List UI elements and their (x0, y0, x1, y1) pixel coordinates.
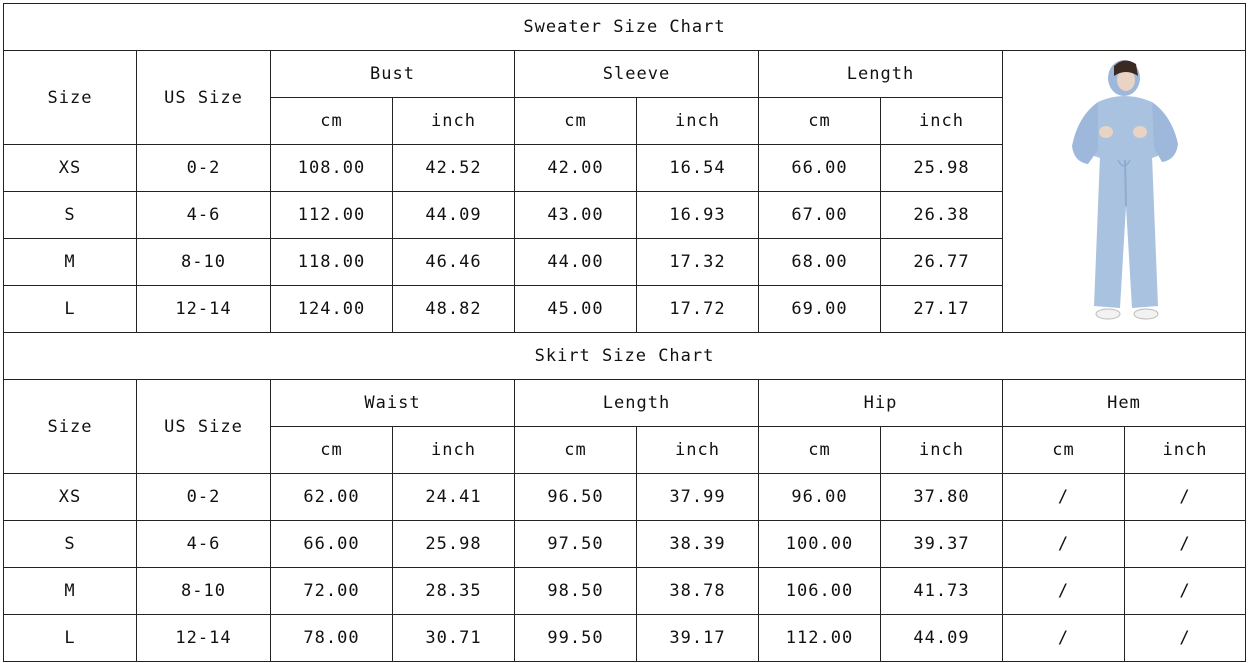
cell: 30.71 (393, 615, 515, 662)
sweater-unit: inch (637, 98, 759, 145)
skirt-unit: inch (393, 427, 515, 474)
cell: 0-2 (137, 474, 271, 521)
skirt-waist-header: Waist (271, 380, 515, 427)
skirt-size-header: Size (4, 380, 137, 474)
cell: 24.41 (393, 474, 515, 521)
cell: / (1003, 615, 1125, 662)
cell: 4-6 (137, 521, 271, 568)
cell: 26.38 (881, 192, 1003, 239)
cell: M (4, 568, 137, 615)
sweater-unit: inch (881, 98, 1003, 145)
cell: S (4, 521, 137, 568)
cell: 124.00 (271, 286, 393, 333)
cell: 99.50 (515, 615, 637, 662)
cell: 69.00 (759, 286, 881, 333)
cell: 78.00 (271, 615, 393, 662)
cell: 12-14 (137, 615, 271, 662)
cell: 72.00 (271, 568, 393, 615)
model-wearing-set-image (1054, 56, 1194, 328)
cell: 44.09 (881, 615, 1003, 662)
skirt-unit: inch (637, 427, 759, 474)
cell: 28.35 (393, 568, 515, 615)
cell: / (1125, 615, 1246, 662)
skirt-row-l (4, 615, 1246, 662)
cell: 96.00 (759, 474, 881, 521)
sweater-unit: inch (393, 98, 515, 145)
skirt-unit: inch (881, 427, 1003, 474)
cell: 118.00 (271, 239, 393, 286)
skirt-unit: cm (1003, 427, 1125, 474)
skirt-title: Skirt Size Chart (4, 333, 1246, 380)
cell: 112.00 (271, 192, 393, 239)
cell: XS (4, 145, 137, 192)
cell: / (1125, 568, 1246, 615)
cell: 66.00 (759, 145, 881, 192)
sweater-bust-header: Bust (271, 51, 515, 98)
sweater-size-header: Size (4, 51, 137, 145)
cell: XS (4, 474, 137, 521)
cell: 48.82 (393, 286, 515, 333)
skirt-us-size-header: US Size (137, 380, 271, 474)
cell: 108.00 (271, 145, 393, 192)
cell: 106.00 (759, 568, 881, 615)
cell: 45.00 (515, 286, 637, 333)
cell: 44.09 (393, 192, 515, 239)
cell: 8-10 (137, 239, 271, 286)
size-chart-table (3, 3, 1246, 662)
cell: 25.98 (881, 145, 1003, 192)
cell: 67.00 (759, 192, 881, 239)
cell: L (4, 615, 137, 662)
sweater-length-header: Length (759, 51, 1003, 98)
cell: 39.17 (637, 615, 759, 662)
skirt-hem-header: Hem (1003, 380, 1246, 427)
cell: 42.52 (393, 145, 515, 192)
model-photo-cell (1003, 51, 1246, 333)
cell: 26.77 (881, 239, 1003, 286)
cell: 39.37 (881, 521, 1003, 568)
cell: 43.00 (515, 192, 637, 239)
cell: 37.80 (881, 474, 1003, 521)
cell: 4-6 (137, 192, 271, 239)
cell: 41.73 (881, 568, 1003, 615)
cell: M (4, 239, 137, 286)
skirt-unit: cm (515, 427, 637, 474)
sweater-unit: cm (271, 98, 393, 145)
cell: 16.93 (637, 192, 759, 239)
cell: / (1003, 521, 1125, 568)
cell: / (1003, 568, 1125, 615)
cell: 16.54 (637, 145, 759, 192)
cell: S (4, 192, 137, 239)
cell: 37.99 (637, 474, 759, 521)
cell: 44.00 (515, 239, 637, 286)
skirt-row-s (4, 521, 1246, 568)
cell: 97.50 (515, 521, 637, 568)
sweater-title: Sweater Size Chart (4, 4, 1246, 51)
cell: 0-2 (137, 145, 271, 192)
skirt-unit: cm (759, 427, 881, 474)
skirt-row-m (4, 568, 1246, 615)
cell: 17.72 (637, 286, 759, 333)
skirt-length-header: Length (515, 380, 759, 427)
cell: 42.00 (515, 145, 637, 192)
cell: / (1003, 474, 1125, 521)
sweater-sleeve-header: Sleeve (515, 51, 759, 98)
cell: / (1125, 521, 1246, 568)
cell: 62.00 (271, 474, 393, 521)
cell: 38.78 (637, 568, 759, 615)
cell: 100.00 (759, 521, 881, 568)
cell: 17.32 (637, 239, 759, 286)
skirt-unit: cm (271, 427, 393, 474)
sweater-us-size-header: US Size (137, 51, 271, 145)
cell: / (1125, 474, 1246, 521)
cell: 112.00 (759, 615, 881, 662)
cell: 38.39 (637, 521, 759, 568)
cell: 46.46 (393, 239, 515, 286)
cell: 25.98 (393, 521, 515, 568)
cell: 12-14 (137, 286, 271, 333)
cell: 8-10 (137, 568, 271, 615)
cell: 98.50 (515, 568, 637, 615)
skirt-hip-header: Hip (759, 380, 1003, 427)
cell: 27.17 (881, 286, 1003, 333)
sweater-unit: cm (515, 98, 637, 145)
skirt-row-xs (4, 474, 1246, 521)
cell: 68.00 (759, 239, 881, 286)
cell: 96.50 (515, 474, 637, 521)
cell: L (4, 286, 137, 333)
skirt-unit: inch (1125, 427, 1246, 474)
sweater-unit: cm (759, 98, 881, 145)
cell: 66.00 (271, 521, 393, 568)
